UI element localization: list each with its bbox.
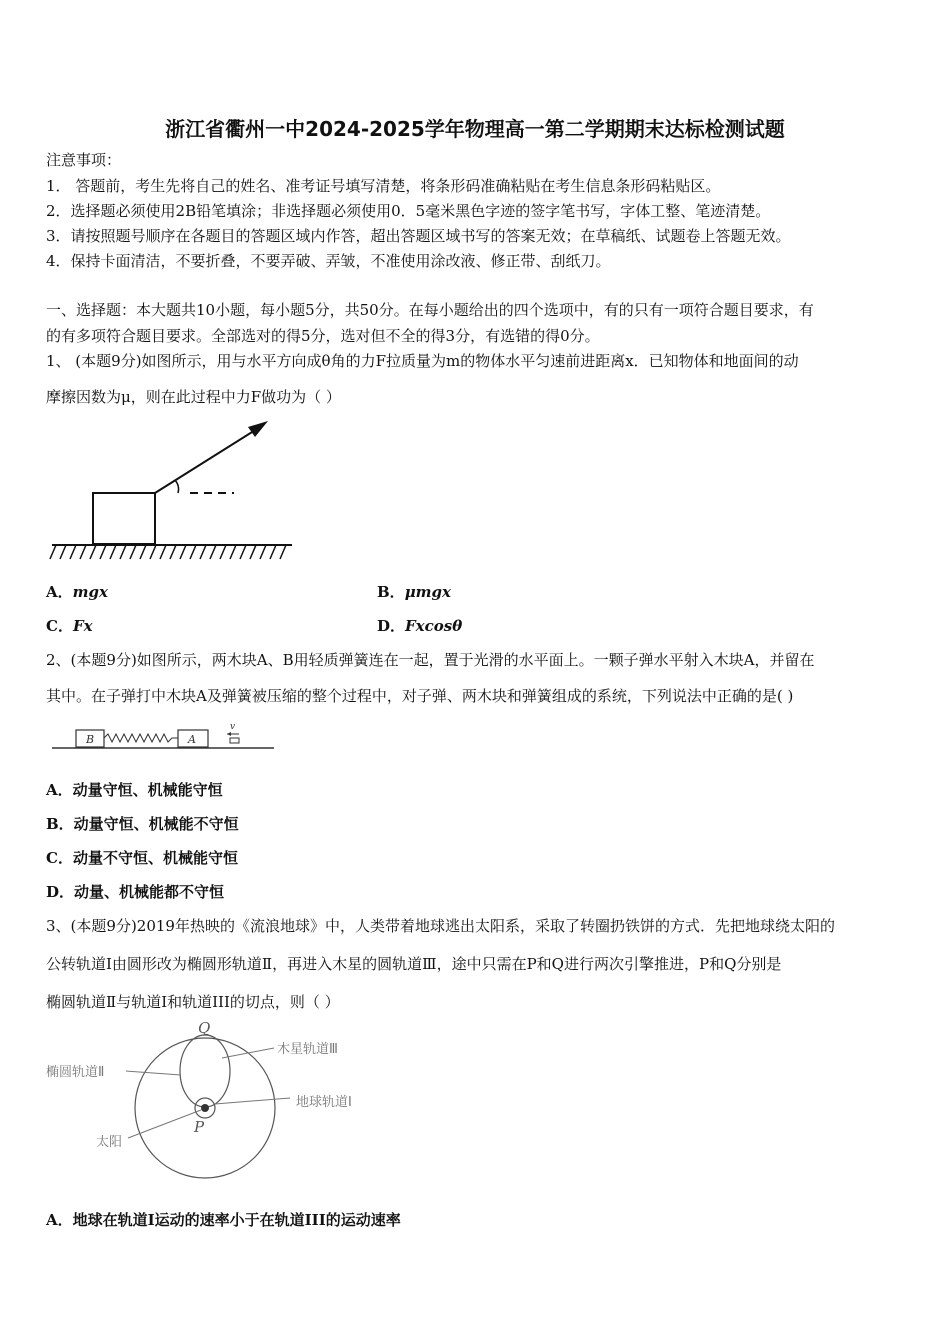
option-c[interactable]: C．动量不守恒、机械能守恒 (46, 849, 238, 867)
option-b[interactable]: B．动量守恒、机械能不守恒 (46, 815, 239, 833)
sun-label: 太阳 (96, 1135, 123, 1150)
question-3-diagram (40, 1020, 400, 1180)
jupiter-leader (222, 1048, 274, 1058)
jupiter-orbit-label: 木星轨道Ⅲ (277, 1042, 338, 1057)
option-label: D． (377, 617, 406, 635)
block-a-label: A (188, 733, 196, 746)
question-3-stem: 3、(本题9分)2019年热映的《流浪地球》中，人类带着地球逃出太阳系，采取了转圈扔铁饼的方式．先把地球绕太阳的 (46, 917, 835, 935)
notice-heading: 注意事项： (46, 151, 122, 169)
p-label: P (194, 1118, 205, 1136)
block (93, 493, 155, 544)
velocity-label: v (230, 722, 236, 732)
ellipse-orbit-label: 椭圆轨道Ⅱ (46, 1065, 105, 1080)
option-label: A． (46, 583, 73, 601)
option-a[interactable]: A．动量守恒、机械能守恒 (46, 781, 223, 799)
question-2-stem: 其中。在子弹打中木块A及弹簧被压缩的整个过程中，对子弹、两木块和弹簧组成的系统，下列说法中正确的是( ) (46, 687, 794, 705)
q-label: Q (198, 1019, 211, 1037)
question-2-stem: 2、(本题9分)如图所示，两木块A、B用轻质弹簧连在一起，置于光滑的水平面上。一颗子弹水平射入木块A，并留在 (46, 651, 815, 669)
ground-line (50, 545, 292, 559)
notice-item: 4．保持卡面清洁，不要折叠，不要弄破、弄皱，不准使用涂改液、修正带、刮纸刀。 (46, 252, 611, 270)
page-title: 浙江省衢州一中2024-2025学年物理高一第二学期期末达标检测试题 (165, 117, 785, 141)
question-3-stem: 公转轨道Ⅰ由圆形改为椭圆形轨道Ⅱ，再进入木星的圆轨道Ⅲ，途中只需在P和Q进行两次引擎推进，P和Q分别是 (46, 955, 782, 973)
option-d[interactable]: D．动量、机械能都不守恒 (46, 883, 225, 901)
section-instructions: 一、选择题：本大题共10小题，每小题5分，共50分。在每小题给出的四个选项中，有的只有一项符合题目要求，有 (46, 301, 814, 319)
question-2-diagram (50, 718, 280, 754)
option-value: μmgx (404, 583, 451, 601)
option-label: B． (377, 583, 405, 601)
section-instructions: 的有多项符合题目要求。全部选对的得5分，选对但不全的得3分，有选错的得0分。 (46, 327, 600, 345)
angle-arc (175, 480, 179, 493)
notice-item: 1． 答题前，考生先将自己的姓名、准考证号填写清楚，将条形码准确粘贴在考生信息条形码粘贴区。 (46, 177, 721, 195)
force-arrow (155, 421, 268, 493)
bullet-icon (227, 732, 239, 743)
block-b-label: B (86, 733, 95, 746)
earth-orbit-label: 地球轨道Ⅰ (296, 1095, 352, 1110)
question-1-stem: 摩擦因数为μ，则在此过程中力F做功为（ ） (46, 388, 341, 406)
option-a[interactable]: A．地球在轨道I运动的速率小于在轨道III的运动速率 (46, 1211, 401, 1229)
option-value: Fxcosθ (405, 617, 463, 635)
question-3-stem: 椭圆轨道Ⅱ与轨道Ⅰ和轨道III的切点，则（ ） (46, 993, 340, 1011)
notice-item: 2．选择题必须使用2B铅笔填涂；非选择题必须使用0．5毫米黑色字迹的签字笔书写，字体工整、笔迹清楚。 (46, 202, 771, 220)
earth-leader (215, 1098, 290, 1104)
option-b[interactable] (377, 582, 451, 602)
spring (104, 734, 178, 742)
option-d[interactable] (377, 616, 462, 636)
ellipse-leader (126, 1071, 181, 1075)
sun (201, 1104, 209, 1112)
option-a[interactable] (46, 582, 108, 602)
sun-leader (128, 1110, 201, 1138)
ellipse-orbit (180, 1035, 230, 1107)
option-value: Fx (72, 617, 93, 635)
notice-item: 3．请按照题号顺序在各题目的答题区域内作答，超出答题区域书写的答案无效；在草稿纸、试题卷上答题无效。 (46, 227, 791, 245)
option-c[interactable] (46, 616, 93, 636)
option-value: mgx (72, 583, 108, 601)
option-label: C． (46, 617, 73, 635)
question-1-diagram (48, 415, 298, 565)
question-1-stem: 1、 (本题9分)如图所示，用与水平方向成θ角的力F拉质量为m的物体水平匀速前进距离x．已知物体和地面间的动 (46, 352, 799, 370)
